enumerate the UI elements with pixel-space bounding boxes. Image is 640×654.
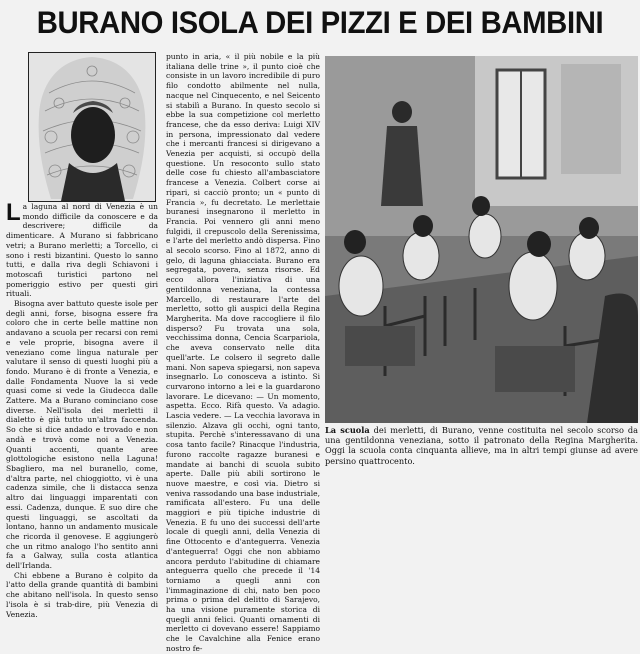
lace-veil-photo — [28, 52, 156, 202]
intro-paragraph: a laguna al nord di Venezia è un mondo difficile da conoscere e da descrivere; difficile da dimenticare. A Murano si fabbricano vetri; a Burano merletti; a Torcello, ci sono i resti bizantini. Questo lo sanno tutti, e dalla riva degli Schiavoni i motoscafi turistici partono nel pomeriggio estivo per questi giri rituali. — [6, 202, 158, 299]
left-column-text — [6, 199, 158, 619]
headline: BURANO ISOLA DEI PIZZI E DEI BAMBINI — [36, 3, 604, 40]
photo-caption — [325, 425, 638, 466]
caption-text: dei merletti, di Burano, venne costituita nel secolo scorso da una gentildonna veneziana, sotto il patronato della Regina Margherita. Oggi la scuola conta cinquanta allieve, ma in altri tempi giunse ad avere persino quattrocento. — [325, 425, 638, 466]
lace-school-photo — [325, 56, 638, 423]
paragraph: Chi ebbene a Burano è colpito da l'atto della grande quantità di bambini che abitano nell'isola. In questo senso l'isola è si trab-dire, più Venezia di Venezia. — [6, 570, 158, 619]
paragraph: Bisogna aver battuto queste isole per degli anni, forse, bisogna essere fra coloro che in certe belle mattine non andavano a scuola per recarsi con remi e vele proprie, bisogna avere il veneziano come lingua naturale per valutare il senso di questi luoghi più a fondo. Murano è di fronte a Venezia, e dalle Fondamenta Nuove la si vede quasi come si vede la Giudecca dalle Zattere. Ma a Burano cominciano cose diverse. Nell'isola dei merletti il dialetto è già tutto un'altra faccenda. So che si dice andado e trovado e non andà e trovà come noi a Venezia. Quanti accenti, quante aree glottologiche esistono nella Laguna! Sbagliero, ma nel buranello, come, d'altra parte, nel chioggiotto, vi è una cadenza simile, che li distacca senza altro dai linguaggi imparentati con essi. Cadenza, dunque. E suo dire che questi linguaggi, se ascoltati da lontano, hanno un andamento musicale che ricorda il genovese. E aggiungerò che un ritmo analogo l'ho sentito anni fa a Galway, sulla costa atlantica dell'Irlanda. — [6, 299, 158, 571]
middle-column-text — [166, 52, 320, 653]
caption-lead: La scuola — [325, 425, 370, 435]
paragraph: punto in aria, « il più nobile e la più italiana delle trine », il punto cioè che consiste in un lavoro incredibile di puro filo condotto abilmente nel nulla, nacque nel Cinquecento, e nel Seicento si stabilì a Burano. In questo secolo si ebbe la sua competizione col merletto francese, che da esso deriva: Luigi XIV in persona, impressionato dal vedere che i mercanti francesi si dirigevano a Venezia per acquisti, si occupò della questione. Un resoconto sullo stato delle cose fu chiesto all'ambasciatore francese a Venezia. Colbert corse ai ripari, si cacciò pronto; un « punto di Francia », fu decretato. Le merlettaie buranesi insegnarono il merletto in Francia. Poi vennero gli anni meno fulgidi, il crepuscolo della Serenissima, e l'arte del merletto andò dispersa. Fino al secolo scorso. Fino al 1872, anno di gelo, di laguna ghiacciata. Burano era segregata, povera, senza risorse. Ed ecco allora l'iniziativa di una gentildonna veneziana, la contessa Marcello, di restaurare l'arte del merletto, sotto gli auspici della Regina Margherita. Ma dove raccogliere il filo disperso? Fu trovata una sola, vecchissima donna, Cencia Scarpariola, che aveva conservato nelle dita quell'arte. Le colsero il segreto dalle mani. Non sapeva spiegarsi, non sapeva insegnarlo. Lo conosceva a istinto. Si curvarono intorno a lei e la guardarono lavorare. Le dicevano: — Un momento, aspetta. Ecco. Rifà questo. Va adagio. Lascia vedere. — La vecchia lavorava in silenzio. Alzava gli occhi, ogni tanto, stupita. Perchè s'interessavano di una cosa tanto facile? Rinacque l'industria, furono raccolte ragazze buranesi e mandate ai banchi di scuola subito aperte. Dalle più abili sortirono le nuove maestre, e così via. Dietro si veniva rassodando una base industriale, ramificata all'estero. Fu una delle maggiori e più tipiche industrie di Venezia. E fu uno dei successi dell'arte locale di quegli anni, della Venezia di fine Ottocento e d'anteguerra. Venezia d'anteguerra! Oggi che non abbiamo ancora perduto l'abitudine di chiamare anteguerra quello che precede il '14 torniamo a quegli anni con l'immaginazione di chi, nato ben poco prima o prima del delitto di Sarajevo, ha una visione puramente storica di quegli anni felici. Quanti ornamenti di merletto ci dovevano essere! Sappiamo che le Cavalchine alla Fenice erano nostro fe- — [166, 52, 320, 653]
dropcap: L — [6, 199, 21, 226]
